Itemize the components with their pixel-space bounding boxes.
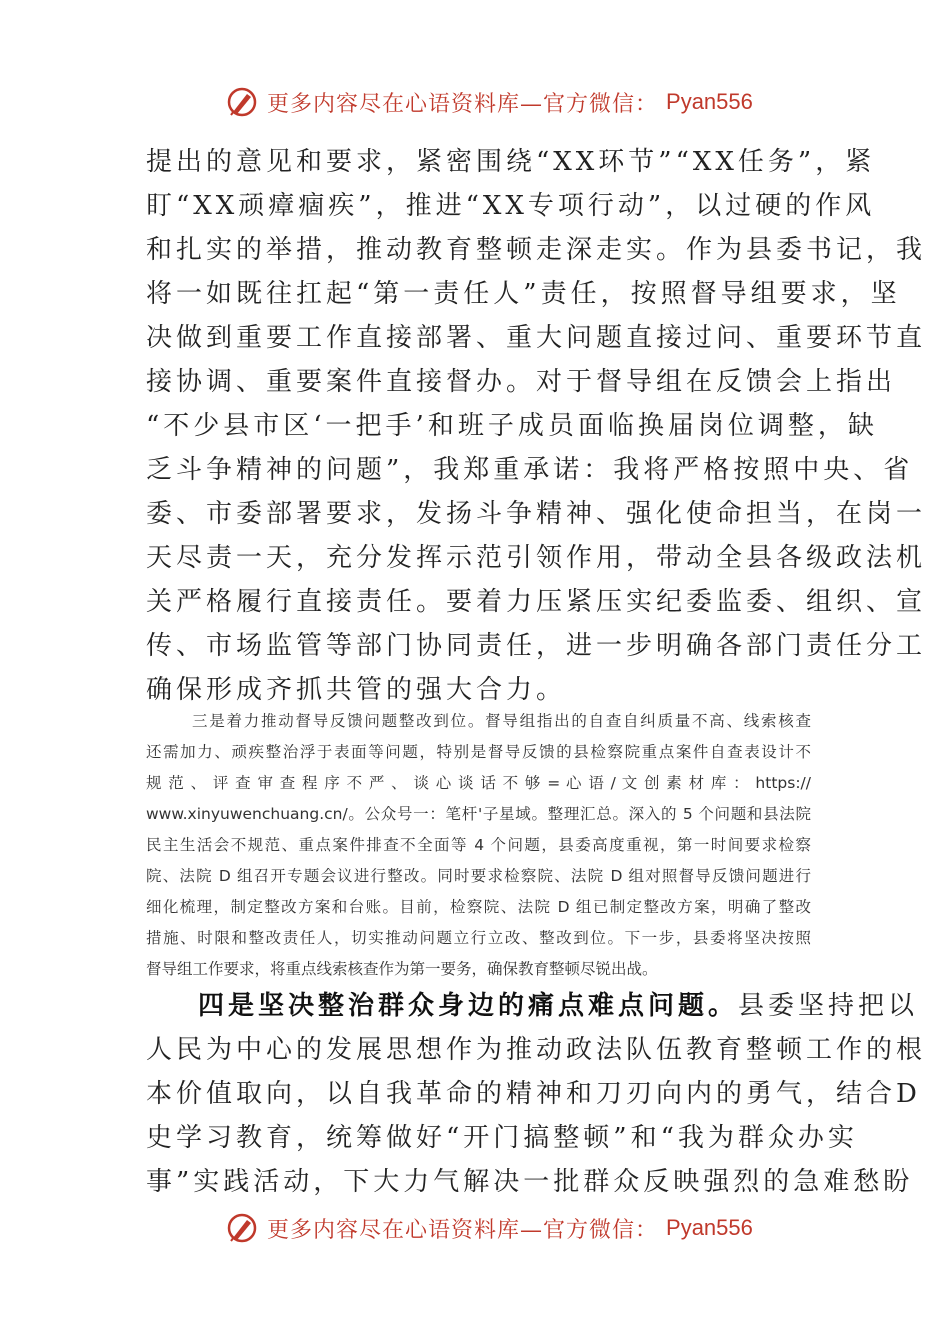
text-line: 三是着力推动督导反馈问题整改到位。督导组指出的自查自纠质量不高、线索核查 [192, 712, 811, 730]
text-line: 民主生活会不规范、重点案件排查不全面等 4 个问题，县委高度重视，第一时间要求检察 [146, 836, 811, 854]
text-line: 天尽责一天，充分发挥示范引领作用，带动全县各级政法机 [146, 543, 927, 573]
footer-banner [225, 1208, 753, 1248]
text-line: 接协调、重要案件直接督办。对于督导组在反馈会上指出 [146, 367, 897, 397]
text-line: 盯“XX顽瘴痼疾”，推进“XX专项行动”，以过硬的作风 [146, 191, 876, 221]
paragraph-commitment [146, 140, 927, 712]
paragraph-grievances [146, 984, 927, 1204]
text-line: 关严格履行直接责任。要着力压紧压实纪委监委、组织、宣 [146, 587, 927, 617]
pen-logo-icon [225, 85, 259, 119]
header-banner [225, 82, 753, 122]
text-line: 确保形成齐抓共管的强大合力。 [146, 675, 567, 705]
text-line: 措施、时限和整改责任人，切实推动问题立行立改、整改到位。下一步，县委将坚决按照 [146, 929, 811, 947]
text-line: 乏斗争精神的问题”，我郑重承诺：我将严格按照中央、省 [146, 455, 914, 485]
text-line: www.xinyuwenchuang.cn/。公众号一：笔杆'子星域。整理汇总。深入的 5 个问题和县法院 [146, 805, 811, 823]
text-line: 委、市委部署要求，发扬斗争精神、强化使命担当，在岗一 [146, 499, 927, 529]
text-line [146, 984, 919, 1028]
text-line: 督导组工作要求，将重点线索核查作为第一要务，确保教育整顿尽锐出战。 [146, 960, 658, 978]
text-line: 本价值取向，以自我革命的精神和刀刃向内的勇气，结合D [146, 1079, 921, 1109]
paragraph-rectification [146, 706, 811, 985]
text-line: 规 范 、 评 查 审 查 程 序 不 严 、 谈 心 谈 话 不 够 = 心 语 / 文 创 素 材 库 ： https:// [146, 774, 811, 792]
paragraph-lead: 四是坚决整治群众身边的痛点难点问题。 [198, 991, 739, 1021]
pen-logo-icon [225, 1211, 259, 1245]
text-line: 细化梳理，制定整改方案和台账。目前，检察院、法院 D 组已制定整改方案，明确了整改 [146, 898, 811, 916]
banner-handle: Pyan556 [666, 89, 753, 114]
text-line: 院、法院 D 组召开专题会议进行整改。同时要求检察院、法院 D 组对照督导反馈问题进行 [146, 867, 811, 885]
text-line: 事”实践活动，下大力气解决一批群众反映强烈的急难愁盼 [146, 1167, 914, 1197]
text-line: 史学习教育，统筹做好“开门搞整顿”和“我为群众办实 [146, 1123, 858, 1153]
text-line: “不少县市区‘一把手’和班子成员面临换届岗位调整，缺 [146, 411, 878, 441]
text-line: 将一如既往扛起“第一责任人”责任，按照督导组要求，坚 [146, 279, 901, 309]
text-line: 和扎实的举措，推动教育整顿走深走实。作为县委书记，我 [146, 235, 927, 265]
text-line: 决做到重要工作直接部署、重大问题直接过问、重要环节直 [146, 323, 927, 353]
banner-text: 更多内容尽在心语资料库—官方微信： [267, 1217, 659, 1243]
text-line: 还需加力、顽疾整治浮于表面等问题，特别是督导反馈的县检察院重点案件自查表设计不 [146, 743, 811, 761]
text-line: 传、市场监管等部门协同责任，进一步明确各部门责任分工 [146, 631, 927, 661]
lead-continuation: 县委坚持把以 [738, 991, 919, 1021]
text-line: 人民为中心的发展思想作为推动政法队伍教育整顿工作的根 [146, 1035, 927, 1065]
text-line: 提出的意见和要求，紧密围绕“XX环节”“XX任务”，紧 [146, 147, 876, 177]
banner-text: 更多内容尽在心语资料库—官方微信： [267, 91, 659, 117]
banner-handle: Pyan556 [666, 1215, 753, 1240]
